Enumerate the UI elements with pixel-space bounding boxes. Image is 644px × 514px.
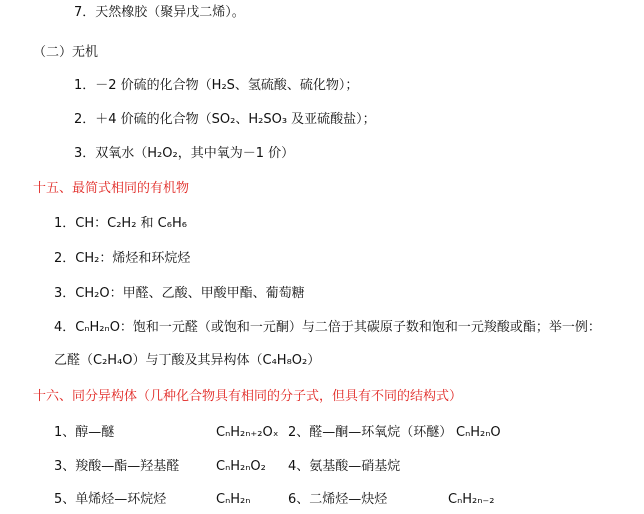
line-ch2: 2．CH₂：烯烃和环烷烃 — [54, 251, 191, 266]
line-acetaldehyde-example: 乙醛（C₂H₄O）与丁酸及其异构体（C₄H₈O₂） — [54, 353, 321, 368]
line-sulfur-minus2: 1．－2 价硫的化合物（H₂S、氢硫酸、硫化物）； — [74, 78, 359, 93]
heading-section-15: 十五、最简式相同的有机物 — [33, 181, 190, 196]
isomer-pair-2: 2、醛—酮—环氧烷（环醚） — [288, 425, 453, 440]
isomer-formula-5: CₙH₂ₙ — [216, 492, 251, 507]
isomer-pair-6: 6、二烯烃—炔烃 — [288, 492, 388, 507]
isomer-formula-3: CₙH₂ₙO₂ — [216, 459, 266, 474]
isomer-pair-4: 4、氨基酸—硝基烷 — [288, 459, 401, 474]
isomer-pair-3: 3、羧酸—酯—羟基醛 — [54, 459, 180, 474]
heading-section-16: 十六、同分异构体（几种化合物具有相同的分子式，但具有不同的结构式） — [33, 389, 463, 404]
isomer-formula-6: CₙH₂ₙ₋₂ — [448, 492, 495, 507]
line-cnh2no: 4．CₙH₂ₙO：饱和一元醛（或饱和一元酮）与二倍于其碳原子数和饱和一元羧酸或酯；举一例： — [54, 320, 601, 335]
line-ch2o: 3．CH₂O：甲醛、乙酸、甲酸甲酯、葡萄糖 — [54, 286, 305, 301]
line-sulfur-plus4: 2．＋4 价硫的化合物（SO₂、H₂SO₃ 及亚硫酸盐）； — [74, 112, 376, 127]
line-ch: 1．CH：C₂H₂ 和 C₆H₆ — [54, 216, 187, 231]
isomer-pair-5: 5、单烯烃—环烷烃 — [54, 492, 167, 507]
section-inorganic: （二）无机 — [33, 45, 99, 60]
line-natural-rubber: 7．天然橡胶（聚异戊二烯）。 — [74, 5, 245, 20]
isomer-pair-1: 1、醇—醚 — [54, 425, 115, 440]
isomer-formula-2: CₙH₂ₙO — [456, 425, 501, 440]
line-hydrogen-peroxide: 3．双氧水（H₂O₂，其中氧为－1 价） — [74, 146, 295, 161]
isomer-formula-1: CₙH₂ₙ₊₂Oₓ — [216, 425, 279, 440]
